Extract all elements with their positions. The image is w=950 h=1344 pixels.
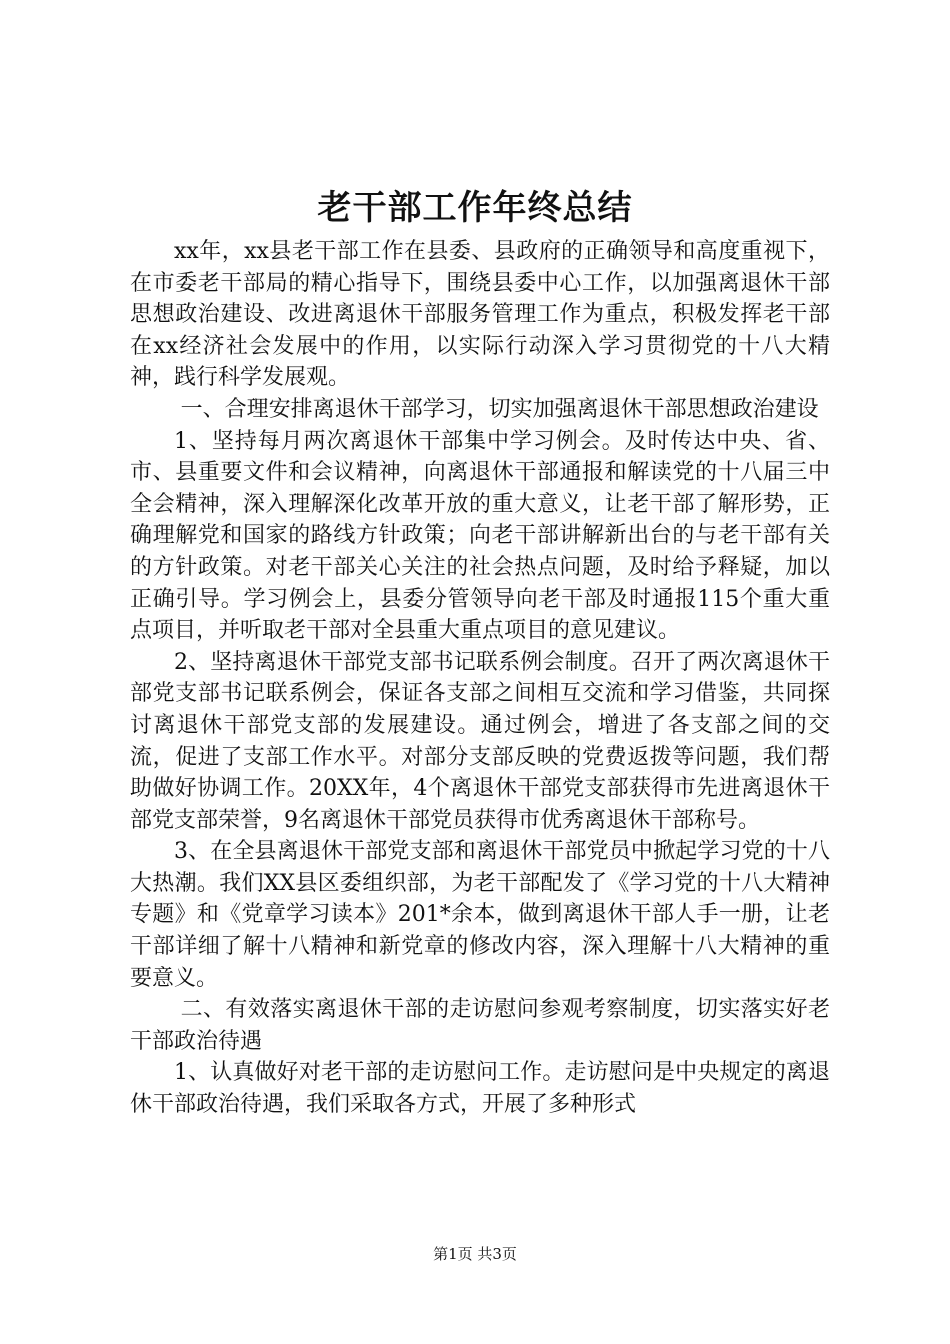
body-paragraph-1: 1、坚持每月两次离退休干部集中学习例会。及时传达中央、省、市、县重要文件和会议精神，向离退休干部通报和解读党的十八届三中全会精神，深入理解深化改革开放的重大意义，让老干部了解形势，正确理解党和国家的路线方针政策；向老干部讲解新出台的与老干部有关的方针政策。对老干部关心关注的社会热点问题，及时给予释疑，加以正确引导。学习例会上，县委分管领导向老干部及时通报115个重大重点项目，并听取老干部对全县重大重点项目的意见建议。: [130, 428, 830, 644]
body-paragraph-4: 1、认真做好对老干部的走访慰问工作。走访慰问是中央规定的离退休干部政治待遇，我们采取各方式，开展了多种形式: [130, 1060, 830, 1118]
body-paragraph-2: 2、坚持离退休干部党支部书记联系例会制度。召开了两次离退休干部党支部书记联系例会，保证各支部之间相互交流和学习借鉴，共同探讨离退休干部党支部的发展建设。通过例会，增进了各支部之间的交流，促进了支部工作水平。对部分支部反映的党费返拨等问题，我们帮助做好协调工作。20XX年，4个离退休干部党支部获得市先进离退休干部党支部荣誉，9名离退休干部党员获得市优秀离退休干部称号。: [130, 649, 830, 833]
document-body: [130, 236, 830, 1121]
section-heading-2: 二、有效落实离退休干部的走访慰问参观考察制度，切实落实好老干部政治待遇: [130, 997, 830, 1054]
intro-paragraph: xx年，xx县老干部工作在县委、县政府的正确领导和高度重视下，在市委老干部局的精心指导下，围绕县委中心工作，以加强离退休干部思想政治建设、改进离退休干部服务管理工作为重点，积极发挥老干部在xx经济社会发展中的作用，以实际行动深入学习贯彻党的十八大精神，践行科学发展观。: [130, 239, 830, 391]
section-heading-1: 一、合理安排离退休干部学习，切实加强离退休干部思想政治建设: [180, 396, 819, 422]
page-footer: 第1页 共3页: [433, 1245, 517, 1263]
document-title: 老干部工作年终总结: [317, 188, 633, 228]
body-paragraph-3: 3、在全县离退休干部党支部和离退休干部党员中掀起学习党的十八大热潮。我们XX县区委组织部，为老干部配发了《学习党的十八大精神专题》和《党章学习读本》201*余本，做到离退休干部人手一册，让老干部详细了解十八精神和新党章的修改内容，深入理解十八大精神的重要意义。: [130, 839, 830, 991]
